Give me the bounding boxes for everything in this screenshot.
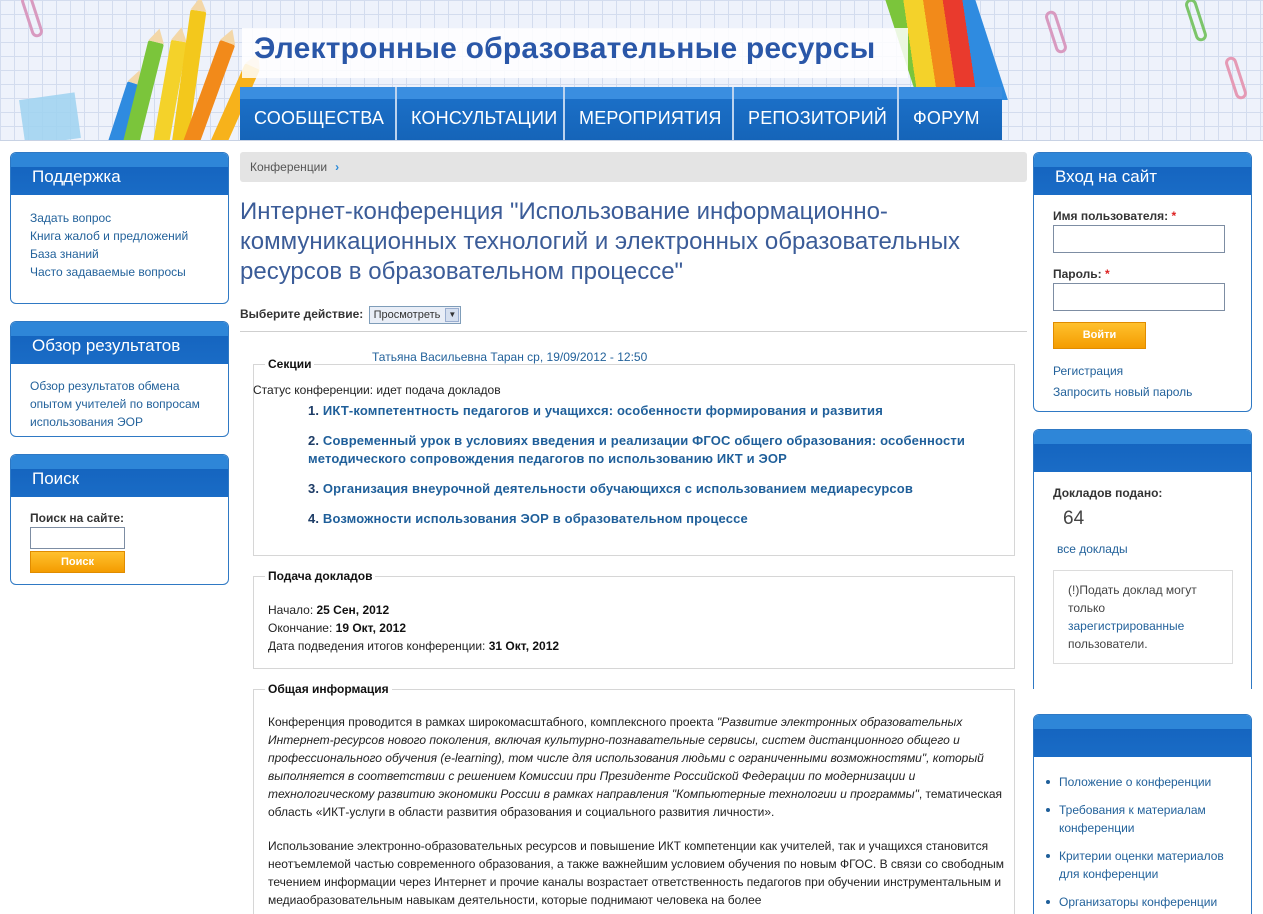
nav-repository[interactable]: РЕПОЗИТОРИЙ (734, 87, 899, 141)
section-item[interactable] (308, 402, 1008, 420)
requirements-link[interactable]: Требования к материалам конференции (1042, 801, 1241, 837)
username-label (1053, 209, 1232, 223)
submission-legend: Подача докладов (265, 569, 375, 583)
general-text: , тематическая область «ИКТ-услуги в области развития образования и социального развития личности». (268, 787, 1003, 819)
paperclip-decoration (19, 0, 44, 39)
general-paragraph-2: Использование электронно-образовательных ресурсов и повышение ИКТ компетенции как учителей, так и учащихся становится неотъемлемой частью современного образования, а также важнейшим условием обучения по новым ФГОС. В связи со свободным течением информации через Интернет и прочие каналы возрастает ответственность педагогов при обучении инструментальным и медиаобразовательным навыкам деятельности, которые поднимают человека на более (268, 839, 1005, 907)
section-link[interactable]: ИКТ-компетентность педагогов и учащихся: особенности формирования и развития (322, 403, 883, 418)
support-block-title: Поддержка (11, 153, 228, 195)
search-input[interactable] (30, 527, 125, 549)
required-mark: * (1171, 209, 1177, 223)
section-link[interactable]: Возможности использования ЭОР в образовательном процессе (322, 511, 748, 526)
section-number: 2. (308, 433, 320, 448)
search-block-title: Поиск (11, 455, 228, 497)
action-select-value: Просмотреть (373, 309, 441, 321)
complaints-book-link[interactable]: Книга жалоб и предложений (30, 229, 189, 243)
login-button[interactable]: Войти (1053, 322, 1146, 349)
review-block-title: Обзор результатов (11, 322, 228, 364)
nav-events[interactable]: МЕРОПРИЯТИЯ (565, 87, 734, 141)
action-label: Выберите действие: (240, 307, 364, 322)
paperclip-decoration (1183, 0, 1208, 43)
login-block-title: Вход на сайт (1034, 153, 1251, 195)
start-label: Начало: (268, 603, 314, 617)
register-link[interactable]: Регистрация (1053, 364, 1124, 378)
breadcrumb (240, 152, 1027, 182)
paperclip-decoration (1223, 55, 1248, 101)
start-value: 25 Сен, 2012 (316, 603, 390, 617)
conference-links (1034, 757, 1251, 911)
results-label: Дата подведения итогов конференции: (268, 639, 486, 653)
action-row (240, 306, 461, 324)
conference-links-header (1034, 715, 1251, 757)
section-item[interactable] (308, 432, 1008, 468)
password-label (1053, 267, 1232, 281)
password-input[interactable] (1053, 283, 1225, 311)
section-link[interactable]: Организация внеурочной деятельности обучающихся с использованием медиаресурсов (322, 481, 914, 496)
general-text: Конференция проводится в рамках широкомасштабного, комплексного проекта (268, 715, 717, 729)
reports-block (1033, 429, 1252, 689)
username-input[interactable] (1053, 225, 1225, 253)
nav-communities[interactable]: СООБЩЕСТВА (240, 87, 397, 141)
note-text: пользователи. (1068, 637, 1148, 651)
all-reports-link[interactable]: все доклады (1057, 542, 1128, 556)
search-button[interactable]: Поиск (30, 551, 125, 573)
general-info (268, 713, 1008, 909)
section-number: 1. (308, 403, 320, 418)
paperclip-decoration (1043, 9, 1068, 55)
site-title[interactable]: Электронные образовательные ресурсы (254, 32, 876, 65)
conference-links-block (1033, 714, 1252, 914)
page-title: Интернет-конференция "Использование информационно-коммуникационных технологий и электронных образовательных ресурсов в образовательном процессе" (240, 198, 961, 285)
project-name: "Развитие электронных образовательных Интернет-ресурсов нового поколения, включая культурно-познавательные сервисы, систем дистанционного общего и профессионального обучения (e-learning), том числе для использования людьми с ограниченными возможностями", который выполняется в соответствии с решением Комиссии при Президенте Российской Федерации по модернизации и технологическому развитию экономики России в рамках направления "Компьютерные технологии и программы" (268, 715, 984, 801)
knowledge-base-link[interactable]: База знаний (30, 247, 99, 261)
review-results-link[interactable]: Обзор результатов обмена опытом учителей по вопросам использования ЭОР (30, 379, 200, 429)
regulations-link[interactable]: Положение о конференции (1042, 773, 1241, 791)
new-password-link[interactable]: Запросить новый пароль (1053, 385, 1193, 399)
author-link[interactable]: Татьяна Васильевна Таран ср, 19/09/2012 - 12:50 (372, 350, 648, 364)
login-block (1033, 152, 1252, 412)
main-nav (240, 87, 1002, 141)
note-text: (!)Подать доклад могут только (1068, 583, 1197, 615)
breadcrumb-conferences-link[interactable]: Конференции (250, 160, 328, 174)
sticky-note-decoration (19, 92, 81, 141)
username-label-text: Имя пользователя: (1053, 209, 1169, 223)
general-legend: Общая информация (265, 682, 392, 696)
sections-legend: Секции (265, 357, 314, 371)
support-block (10, 152, 229, 304)
password-label-text: Пароль: (1053, 267, 1102, 281)
faq-link[interactable]: Часто задаваемые вопросы (30, 265, 186, 279)
end-label: Окончание: (268, 621, 333, 635)
section-item[interactable] (308, 510, 1008, 528)
search-label: Поиск на сайте: (30, 511, 125, 525)
reports-count: 64 (1063, 508, 1085, 529)
ask-question-link[interactable]: Задать вопрос (30, 211, 112, 225)
reports-label: Докладов подано: (1053, 486, 1163, 500)
submission-dates (268, 601, 559, 655)
chevron-down-icon: ▼ (445, 308, 459, 322)
end-value: 19 Окт, 2012 (335, 621, 406, 635)
section-item[interactable] (308, 480, 1008, 498)
criteria-link[interactable]: Критерии оценки материалов для конференции (1042, 847, 1241, 883)
conference-status: Статус конференции: идет подача докладов (253, 383, 501, 397)
reports-note (1053, 570, 1233, 664)
reports-block-header (1034, 430, 1251, 472)
registered-users-link[interactable]: зарегистрированные (1068, 619, 1185, 633)
divider (240, 331, 1027, 332)
nav-forum[interactable]: ФОРУМ (899, 87, 1002, 141)
action-select[interactable] (369, 306, 462, 324)
section-link[interactable]: Современный урок в условиях введения и реализации ФГОС общего образования: особенности методического сопровождения педагогов по использованию ИКТ и ЭОР (308, 433, 965, 466)
sections-list (308, 402, 1008, 540)
required-mark: * (1105, 267, 1110, 281)
review-block (10, 321, 229, 437)
general-paragraph-1 (268, 713, 1008, 821)
organizers-link[interactable]: Организаторы конференции (1042, 893, 1241, 911)
breadcrumb-chevron-icon: › (335, 160, 340, 174)
results-value: 31 Окт, 2012 (488, 639, 560, 653)
search-block (10, 454, 229, 585)
nav-consultations[interactable]: КОНСУЛЬТАЦИИ (397, 87, 565, 141)
section-number: 4. (308, 511, 320, 526)
section-number: 3. (308, 481, 320, 496)
site-header (0, 0, 1263, 141)
